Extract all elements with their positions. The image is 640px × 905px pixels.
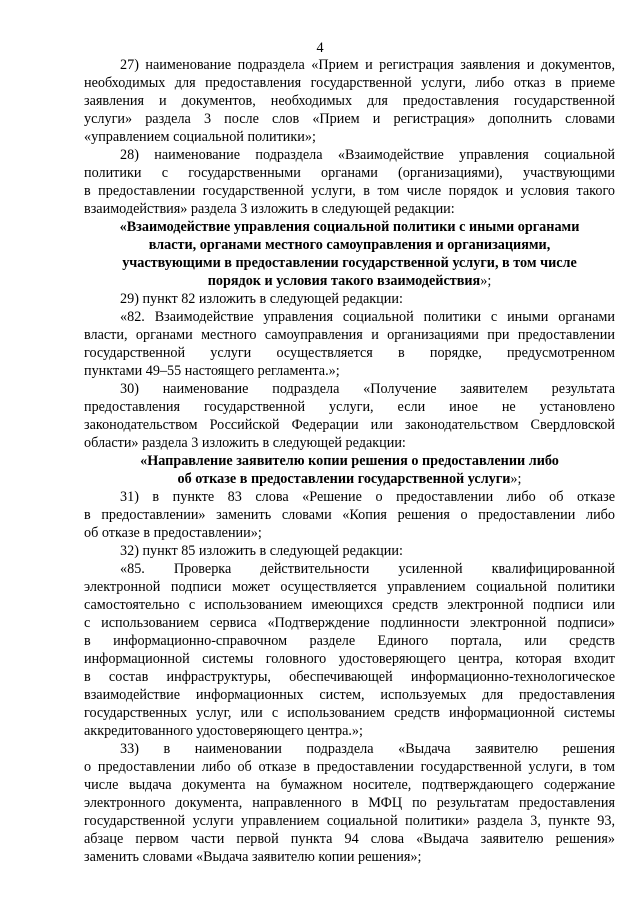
text-line: государственной услуги осуществляется в порядке, предусмотренном xyxy=(84,345,615,361)
bold-heading-line xyxy=(84,470,615,488)
text-line: взаимодействия» раздела 3 изложить в следующей редакции: xyxy=(84,201,455,217)
text-line: информационной системы головного удостоверяющего центра, которая входит xyxy=(84,651,615,667)
bold-heading-line: участвующими в предоставлении государственной услуги, в том числе xyxy=(122,255,577,271)
heading-text: об отказе в предоставлении государственной услуги xyxy=(177,471,511,487)
text-line: политики с государственными органами (организациями), участвующими xyxy=(84,165,615,181)
text-line: абзаце первом части первой пункта 94 слова «Выдача заявителю решения» xyxy=(84,831,615,847)
text-line: электронного документа, направленного в МФЦ по результатам предоставления xyxy=(84,795,615,811)
text-line: о предоставлении либо об отказе в предоставлении государственной услуги, в том xyxy=(84,759,615,775)
text-line: самостоятельно с использованием имеющихся средств электронной подписи или xyxy=(84,597,615,613)
closing-mark: »; xyxy=(510,471,522,487)
text-line: власти, органами местного самоуправления и организациями при предоставлении xyxy=(84,327,615,343)
text-line: аккредитованного удостоверяющего центра.»; xyxy=(84,723,363,739)
text-line: необходимых для предоставления государственной услуги, либо отказ в приеме xyxy=(84,75,615,91)
bold-heading-line: «Взаимодействие управления социальной политики с иными органами xyxy=(119,219,580,235)
text-line: государственной услуги управлением социальной политики» раздела 3, пункте 93, xyxy=(84,813,615,829)
text-line: заменить словами «Выдача заявителю копии решения»; xyxy=(84,849,422,865)
text-line: услуги» раздела 3 после слов «Прием и регистрация» дополнить словами xyxy=(84,111,615,127)
text-line: заявления и документов, необходимых для предоставления государственной xyxy=(84,93,615,109)
text-line: 33) в наименовании подраздела «Выдача заявителю решения xyxy=(120,741,615,757)
text-line: предоставления государственной услуги, если иное не установлено xyxy=(84,399,615,415)
text-line: в информационно-справочном разделе Единого портала, или средств xyxy=(84,633,615,649)
bold-heading-line xyxy=(84,272,615,290)
text-line: в состав инфраструктуры, обеспечивающей информационно-технологическое xyxy=(84,669,615,685)
page-number: 4 xyxy=(316,40,324,56)
text-line: «82. Взаимодействие управления социальной политики с иными органами xyxy=(120,309,615,325)
heading-text: порядок и условия такого взаимодействия xyxy=(207,273,481,289)
text-line: «85. Проверка действительности усиленной квалифицированной xyxy=(120,561,615,577)
text-line: в предоставлении государственной услуги, в том числе порядок и условия такого xyxy=(84,183,615,199)
text-line: области» раздела 3 изложить в следующей редакции: xyxy=(84,435,406,451)
closing-mark: »; xyxy=(480,273,492,289)
text-line: взаимодействие информационных систем, используемых для предоставления xyxy=(84,687,615,703)
text-line: 29) пункт 82 изложить в следующей редакции: xyxy=(120,291,403,307)
text-line: об отказе в предоставлении»; xyxy=(84,525,262,541)
text-line: законодательством Российской Федерации или законодательством Свердловской xyxy=(84,417,615,433)
text-line: 30) наименование подраздела «Получение заявителем результата xyxy=(120,381,615,397)
text-line: 27) наименование подраздела «Прием и регистрация заявления и документов, xyxy=(120,57,615,73)
text-line: в предоставлении» заменить словами «Копия решения о предоставлении либо xyxy=(84,507,615,523)
text-line: электронной подписи может осуществляется управлением социальной политики xyxy=(84,579,615,595)
text-line: числе выдача документа на бумажном носителе, подтверждающего содержание xyxy=(84,777,615,793)
text-line: пунктами 49–55 настоящего регламента.»; xyxy=(84,363,340,379)
text-line: 28) наименование подраздела «Взаимодействие управления социальной xyxy=(120,147,615,163)
text-line: 31) в пункте 83 слова «Решение о предоставлении либо об отказе xyxy=(120,489,615,505)
text-line: 32) пункт 85 изложить в следующей редакции: xyxy=(120,543,403,559)
bold-heading-line: «Направление заявителю копии решения о предоставлении либо xyxy=(140,453,559,469)
text-line: «управлением социальной политики»; xyxy=(84,129,316,145)
bold-heading-line: власти, органами местного самоуправления и организациями, xyxy=(148,237,551,253)
text-line: с использованием сервиса «Подтверждение подлинности электронной подписи» xyxy=(84,615,615,631)
text-line: государственных услуг, или с использованием средств информационной системы xyxy=(84,705,615,721)
